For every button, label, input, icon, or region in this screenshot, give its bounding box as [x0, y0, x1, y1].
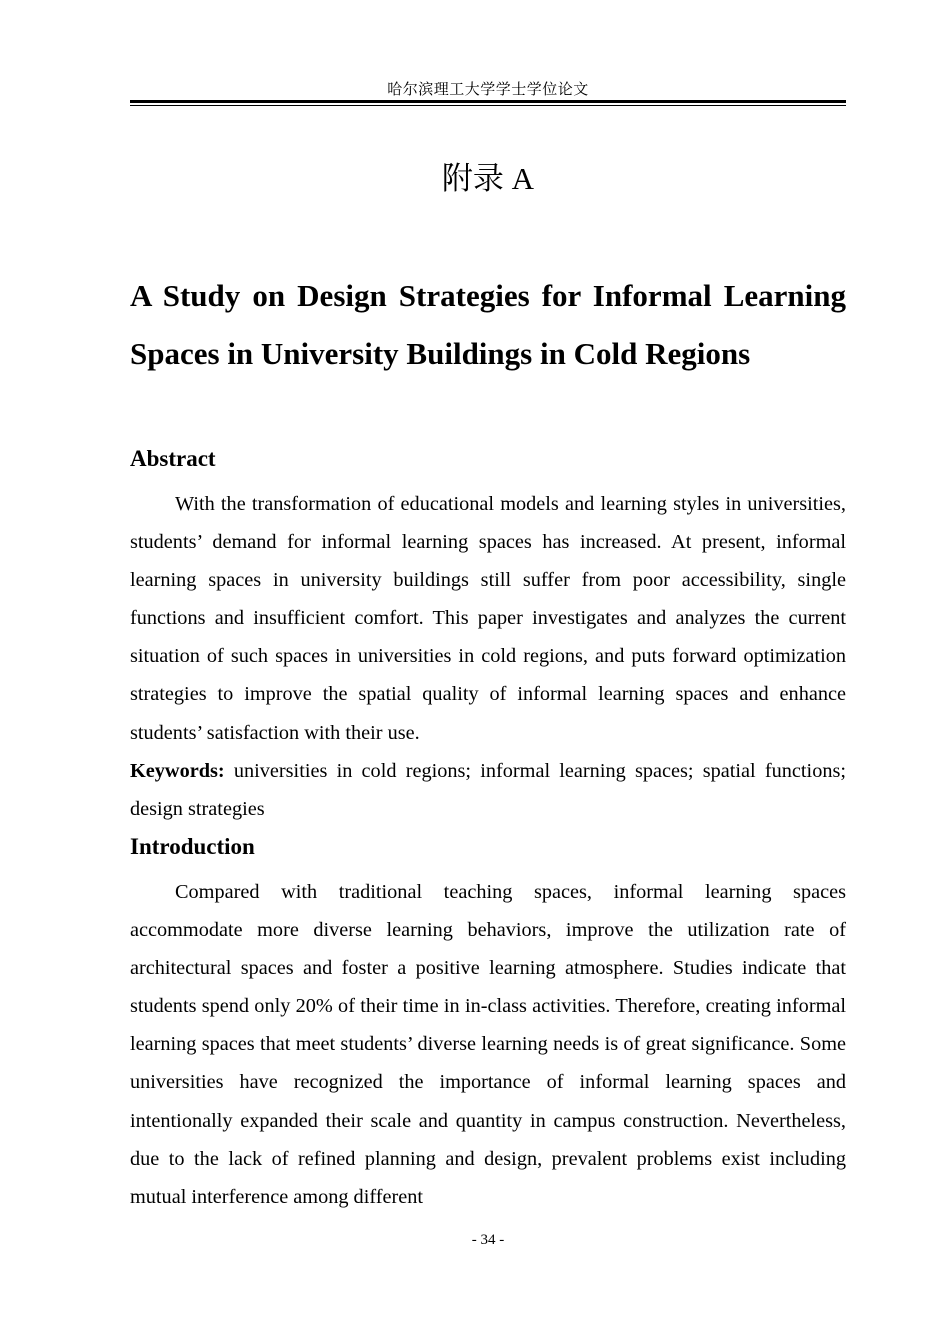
- keywords-text: universities in cold regions; informal learning spaces; spatial functions; design strategies: [130, 760, 846, 821]
- running-header: 哈尔滨理工大学学士学位论文: [387, 82, 589, 98]
- introduction-heading: Introduction: [130, 834, 255, 859]
- paper-title: A Study on Design Strategies for Informal Learning Spaces in University Buildings in Cold Regions: [130, 278, 846, 371]
- header-rule-thin: [130, 105, 846, 106]
- keywords-line: [130, 752, 846, 828]
- introduction-paragraph: Compared with traditional teaching spaces, informal learning spaces accommodate more diverse learning behaviors, improve the utilization rate of architectural spaces and foster a positive learning atmosphere. Studies indicate that students spend only 20% of their time in in-class activities. Therefore, creating informal learning spaces that meet students’ diverse learning needs is of great significance. Some universities have recognized the importance of informal learning spaces and intentionally expanded their scale and quantity in campus construction. Nevertheless, due to the lack of refined planning and design, prevalent problems exist including mutual interference among different: [130, 881, 846, 1208]
- abstract-paragraph: With the transformation of educational models and learning styles in universities, students’ demand for informal learning spaces has increased. At present, informal learning spaces in university buildings still suffer from poor accessibility, single functions and insufficient comfort. This paper investigates and analyzes the current situation of such spaces in universities in cold regions, and puts forward optimization strategies to improve the spatial quality of informal learning spaces and enhance students’ satisfaction with their use.: [130, 493, 846, 744]
- appendix-label: 附录 A: [441, 161, 535, 196]
- abstract-heading: Abstract: [130, 446, 216, 471]
- page-number: - 34 -: [471, 1232, 505, 1248]
- keywords-label: Keywords:: [130, 760, 225, 782]
- header-rule-thick: [130, 100, 846, 103]
